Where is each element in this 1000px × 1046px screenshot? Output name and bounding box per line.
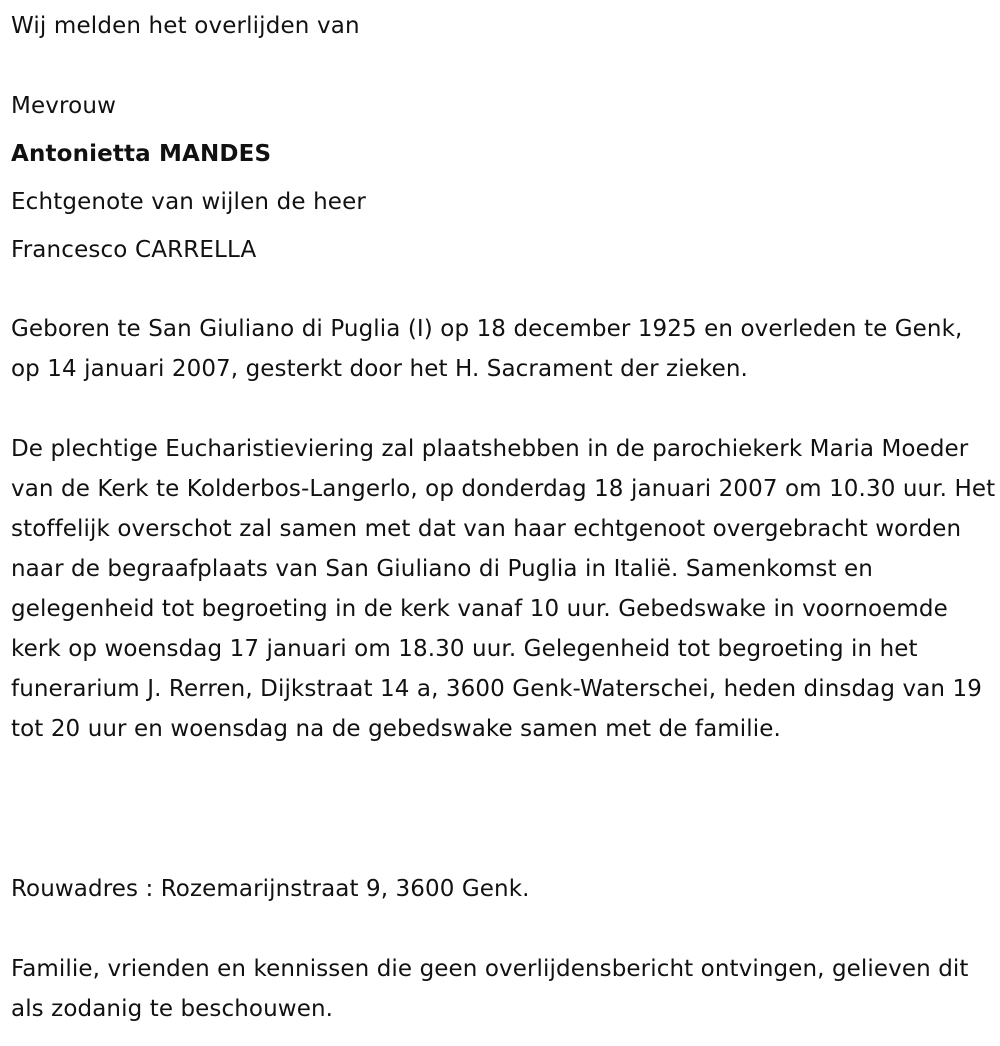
intro-text: Wij melden het overlijden van	[11, 13, 360, 39]
relation-line-2: Francesco CARRELLA	[11, 237, 257, 263]
deceased-name: Antonietta MANDES	[11, 141, 272, 167]
address-paragraph: Rouwadres : Rozemarijnstraat 9, 3600 Genk.	[11, 876, 530, 902]
relation-line-1: Echtgenote van wijlen de heer	[11, 189, 367, 215]
ceremony-paragraph: De plechtige Eucharistieviering zal plaatshebben in de parochiekerk Maria Moeder van de Kerk te Kolderbos-Langerlo, op donderdag 18 januari 2007 om 10.30 uur. Het stoffelijk overschot zal samen met dat van haar echtgenoot overgebracht worden naar de begraafplaats van San Giuliano di Puglia in Italië. Samenkomst en gelegenheid tot begroeting in de kerk vanaf 10 uur. Gebedswake in voornoemde kerk op woensdag 17 januari om 18.30 uur. Gelegenheid tot begroeting in het funerarium J. Rerren, Dijkstraat 14 a, 3600 Genk-Waterschei, heden dinsdag van 19 tot 20 uur en woensdag na de gebedswake samen met de familie.	[11, 436, 996, 742]
closing-paragraph: Familie, vrienden en kennissen die geen overlijdensbericht ontvingen, gelieven dit als zodanig te beschouwen.	[11, 956, 969, 1022]
birth-death-paragraph: Geboren te San Giuliano di Puglia (I) op 18 december 1925 en overleden te Genk, op 14 januari 2007, gesterkt door het H. Sacrament der zieken.	[11, 316, 963, 382]
salutation: Mevrouw	[11, 93, 117, 119]
